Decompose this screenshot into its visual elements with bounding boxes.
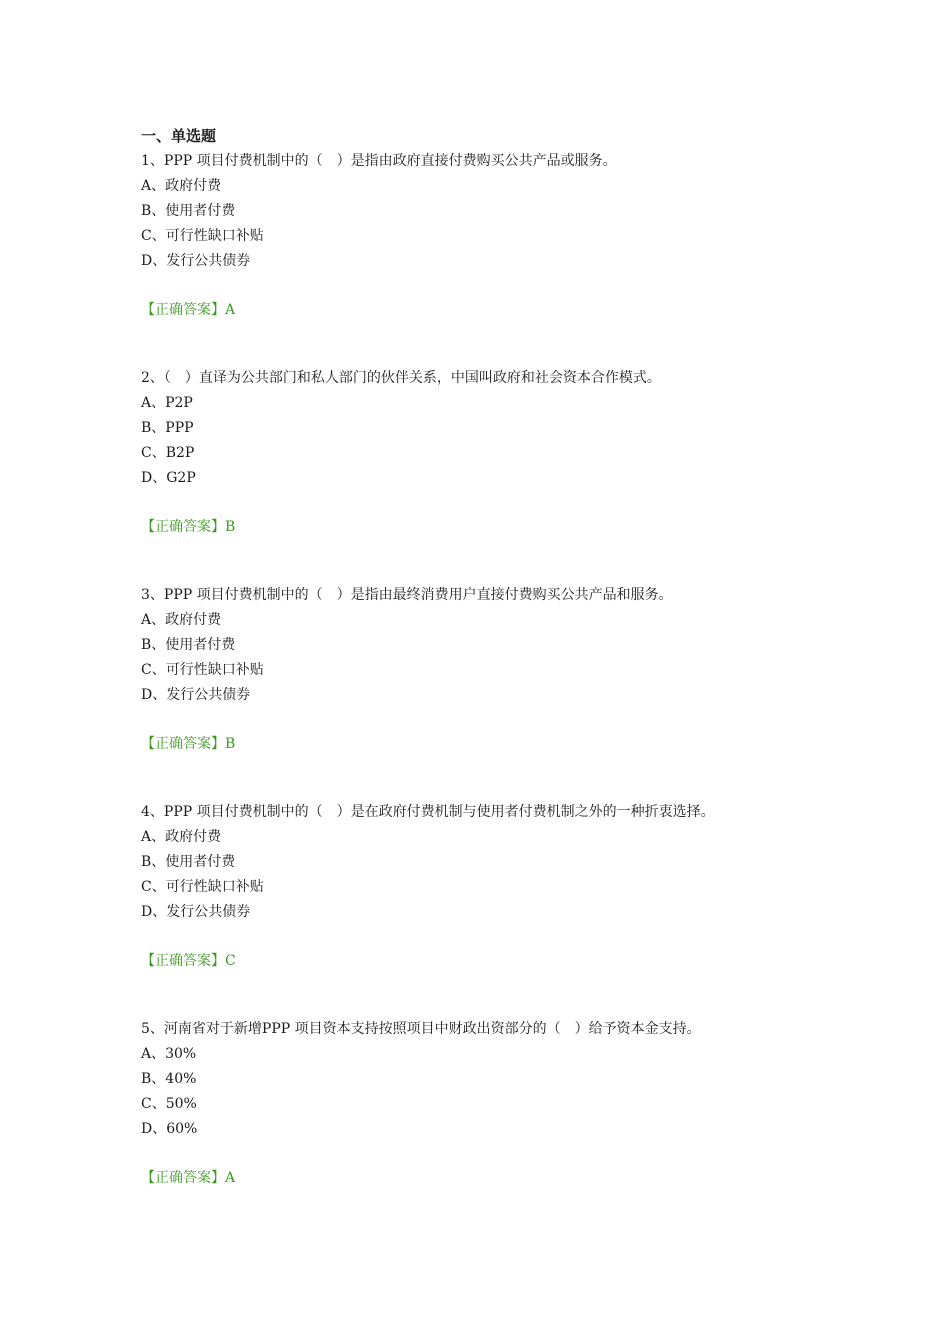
question-stem: 5、河南省对于新增PPP 项目资本支持按照项目中财政出资部分的（ ）给予资本金支持。 <box>141 1021 701 1037</box>
option-b: B、使用者付费 <box>141 637 236 653</box>
option-d: D、发行公共债券 <box>141 253 251 269</box>
option-a: A、P2P <box>141 395 193 411</box>
document-page <box>141 124 841 1191</box>
correct-answer <box>141 515 841 540</box>
question-gap <box>141 757 841 800</box>
correct-answer <box>141 949 841 974</box>
question-3 <box>141 583 841 757</box>
option-d: D、发行公共债券 <box>141 687 251 703</box>
option-b: B、使用者付费 <box>141 203 236 219</box>
option-c: C、可行性缺口补贴 <box>141 228 264 244</box>
question-stem: 1、PPP 项目付费机制中的（ ）是指由政府直接付费购买公共产品或服务。 <box>141 153 617 169</box>
answer-prefix: 【正确答案】 <box>141 519 225 535</box>
option-b: B、40% <box>141 1071 197 1087</box>
question-1 <box>141 149 841 323</box>
answer-prefix: 【正确答案】 <box>141 736 225 752</box>
question-gap <box>141 974 841 1017</box>
option-c: C、B2P <box>141 445 195 461</box>
option-d: D、60% <box>141 1121 198 1137</box>
question-stem: 2、（ ）直译为公共部门和私人部门的伙伴关系，中国叫政府和社会资本合作模式。 <box>141 370 661 386</box>
question-4 <box>141 800 841 974</box>
option-a: A、政府付费 <box>141 612 222 628</box>
option-d: D、发行公共债券 <box>141 904 251 920</box>
option-a: A、政府付费 <box>141 178 222 194</box>
option-b: B、使用者付费 <box>141 854 236 870</box>
option-d: D、G2P <box>141 470 196 486</box>
answer-prefix: 【正确答案】 <box>141 302 225 318</box>
option-a: A、30% <box>141 1046 197 1062</box>
correct-answer <box>141 732 841 757</box>
answer-value: A <box>225 302 236 318</box>
question-stem: 4、PPP 项目付费机制中的（ ）是在政府付费机制与使用者付费机制之外的一种折衷选择。 <box>141 804 715 820</box>
question-gap <box>141 323 841 366</box>
option-a: A、政府付费 <box>141 829 222 845</box>
option-c: C、可行性缺口补贴 <box>141 662 264 678</box>
question-5 <box>141 1017 841 1191</box>
question-2 <box>141 366 841 540</box>
question-gap <box>141 540 841 583</box>
option-b: B、PPP <box>141 420 194 436</box>
correct-answer <box>141 1166 841 1191</box>
answer-value: A <box>225 1170 236 1186</box>
section-title: 一、单选题 <box>141 127 217 145</box>
option-c: C、50% <box>141 1096 197 1112</box>
correct-answer <box>141 298 841 323</box>
answer-value: C <box>225 953 236 969</box>
answer-value: B <box>225 519 236 535</box>
answer-prefix: 【正确答案】 <box>141 953 225 969</box>
option-c: C、可行性缺口补贴 <box>141 879 264 895</box>
question-stem: 3、PPP 项目付费机制中的（ ）是指由最终消费用户直接付费购买公共产品和服务。 <box>141 587 673 603</box>
answer-prefix: 【正确答案】 <box>141 1170 225 1186</box>
answer-value: B <box>225 736 236 752</box>
